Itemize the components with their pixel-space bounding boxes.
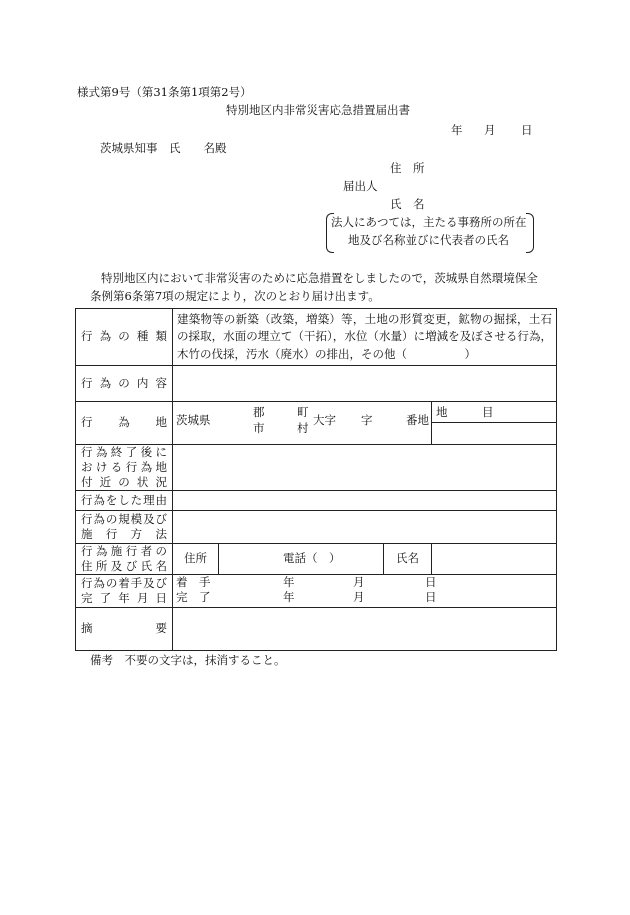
row-action-site [76, 402, 557, 445]
site-oaza: 大字 [313, 413, 336, 427]
after-status-field[interactable] [173, 445, 557, 491]
note-bracket-right [526, 213, 534, 253]
end-day-label: 日 [425, 590, 437, 604]
action-site-field[interactable] [173, 402, 432, 445]
site-banchi: 番地 [406, 413, 429, 427]
start-year-label: 年 [283, 575, 295, 589]
applicant-address-label: 住 所 [390, 161, 425, 175]
scale-label [76, 511, 173, 544]
row-remarks [76, 608, 557, 651]
start-month-label: 月 [353, 575, 365, 589]
site-machi: 町 [297, 405, 309, 419]
action-type-label: 行為の種類 [76, 309, 173, 366]
action-content-field[interactable] [173, 366, 557, 402]
after-status-label-line3: 付近の状況 [81, 474, 167, 489]
row-dates [76, 575, 557, 608]
end-date-label: 完 了 [176, 590, 211, 604]
action-site-label: 行為地 [76, 402, 173, 445]
site-shi: 市 [253, 421, 265, 435]
after-status-label [76, 445, 173, 491]
addressee: 茨城県知事 氏 名殿 [100, 141, 227, 155]
after-status-label-line1: 行為終了後に [81, 445, 167, 460]
row-executor [76, 544, 557, 575]
row-action-content [76, 366, 557, 402]
site-mura: 村 [297, 421, 309, 435]
executor-name-field[interactable] [432, 544, 557, 575]
row-reason [76, 491, 557, 511]
executor-address-label: 住所 [173, 544, 219, 575]
date-year-label: 年 [451, 123, 463, 137]
scale-label-line1: 行為の規模及び [81, 512, 167, 527]
site-gun: 郡 [253, 405, 265, 419]
dates-label-line1: 行為の着手及び [81, 576, 167, 591]
intro-line1: 特別地区内において非常災害のために応急措置をしましたので，茨城県自然環境保全 [101, 271, 538, 285]
notification-form-table [75, 308, 557, 651]
intro-line2: 条例第6条第7項の規定により，次のとおり届け出ます。 [90, 289, 380, 303]
row-action-type [76, 309, 557, 366]
scale-field[interactable] [173, 511, 557, 544]
corporate-note-line1: 法人にあつては，主たる事務所の所在 [331, 215, 527, 229]
reason-label: 行為をした理由 [76, 491, 173, 511]
date-day-label: 日 [521, 123, 533, 137]
form-number: 様式第9号（第31条第1項第2号） [77, 85, 252, 99]
start-day-label: 日 [425, 575, 437, 589]
executor-name-label: 氏名 [384, 544, 432, 575]
action-content-label: 行為の内容 [76, 366, 173, 402]
land-category-field[interactable] [432, 402, 557, 445]
dates-field[interactable] [173, 575, 557, 608]
scale-label-line2: 施行方法 [81, 527, 167, 541]
row-scale [76, 511, 557, 544]
remarks-label: 摘要 [76, 608, 173, 651]
date-month-label: 月 [484, 123, 496, 137]
end-year-label: 年 [283, 590, 295, 604]
row-after-status [76, 445, 557, 491]
site-prefecture: 茨城県 [176, 413, 211, 427]
remarks-field[interactable] [173, 608, 557, 651]
corporate-note-line2: 地及び名称並びに代表者の氏名 [348, 233, 509, 247]
executor-label-line1: 行為施行者の [81, 544, 167, 559]
dates-label [76, 575, 173, 608]
applicant-label: 届出人 [343, 179, 378, 193]
land-category-label: 地 目 [432, 402, 556, 423]
document-title: 特別地区内非常災害応急措置届出書 [226, 103, 410, 117]
executor-phone-label: 電話（ ） [283, 551, 341, 566]
end-month-label: 月 [353, 590, 365, 604]
executor-label-line2: 住所及び氏名 [81, 559, 167, 573]
site-aza: 字 [361, 413, 373, 427]
start-date-label: 着 手 [176, 575, 211, 589]
reason-field[interactable] [173, 491, 557, 511]
footer-note: 備考 不要の文字は，抹消すること。 [90, 653, 286, 667]
action-type-options[interactable]: 建築物等の新築（改築，増築）等，土地の形質変更，鉱物の掘採，土石の採取，水面の埋立て（干拓），水位（水量）に増減を及ぼさせる行為，木竹の伐採，汚水（廃水）の排出，その他（ ） [173, 309, 557, 366]
after-status-label-line2: おける行為地 [81, 460, 167, 475]
executor-phone-field[interactable] [219, 544, 384, 575]
dates-label-line2: 完了年月日 [81, 591, 167, 605]
executor-label [76, 544, 173, 575]
applicant-name-label: 氏 名 [390, 197, 425, 211]
